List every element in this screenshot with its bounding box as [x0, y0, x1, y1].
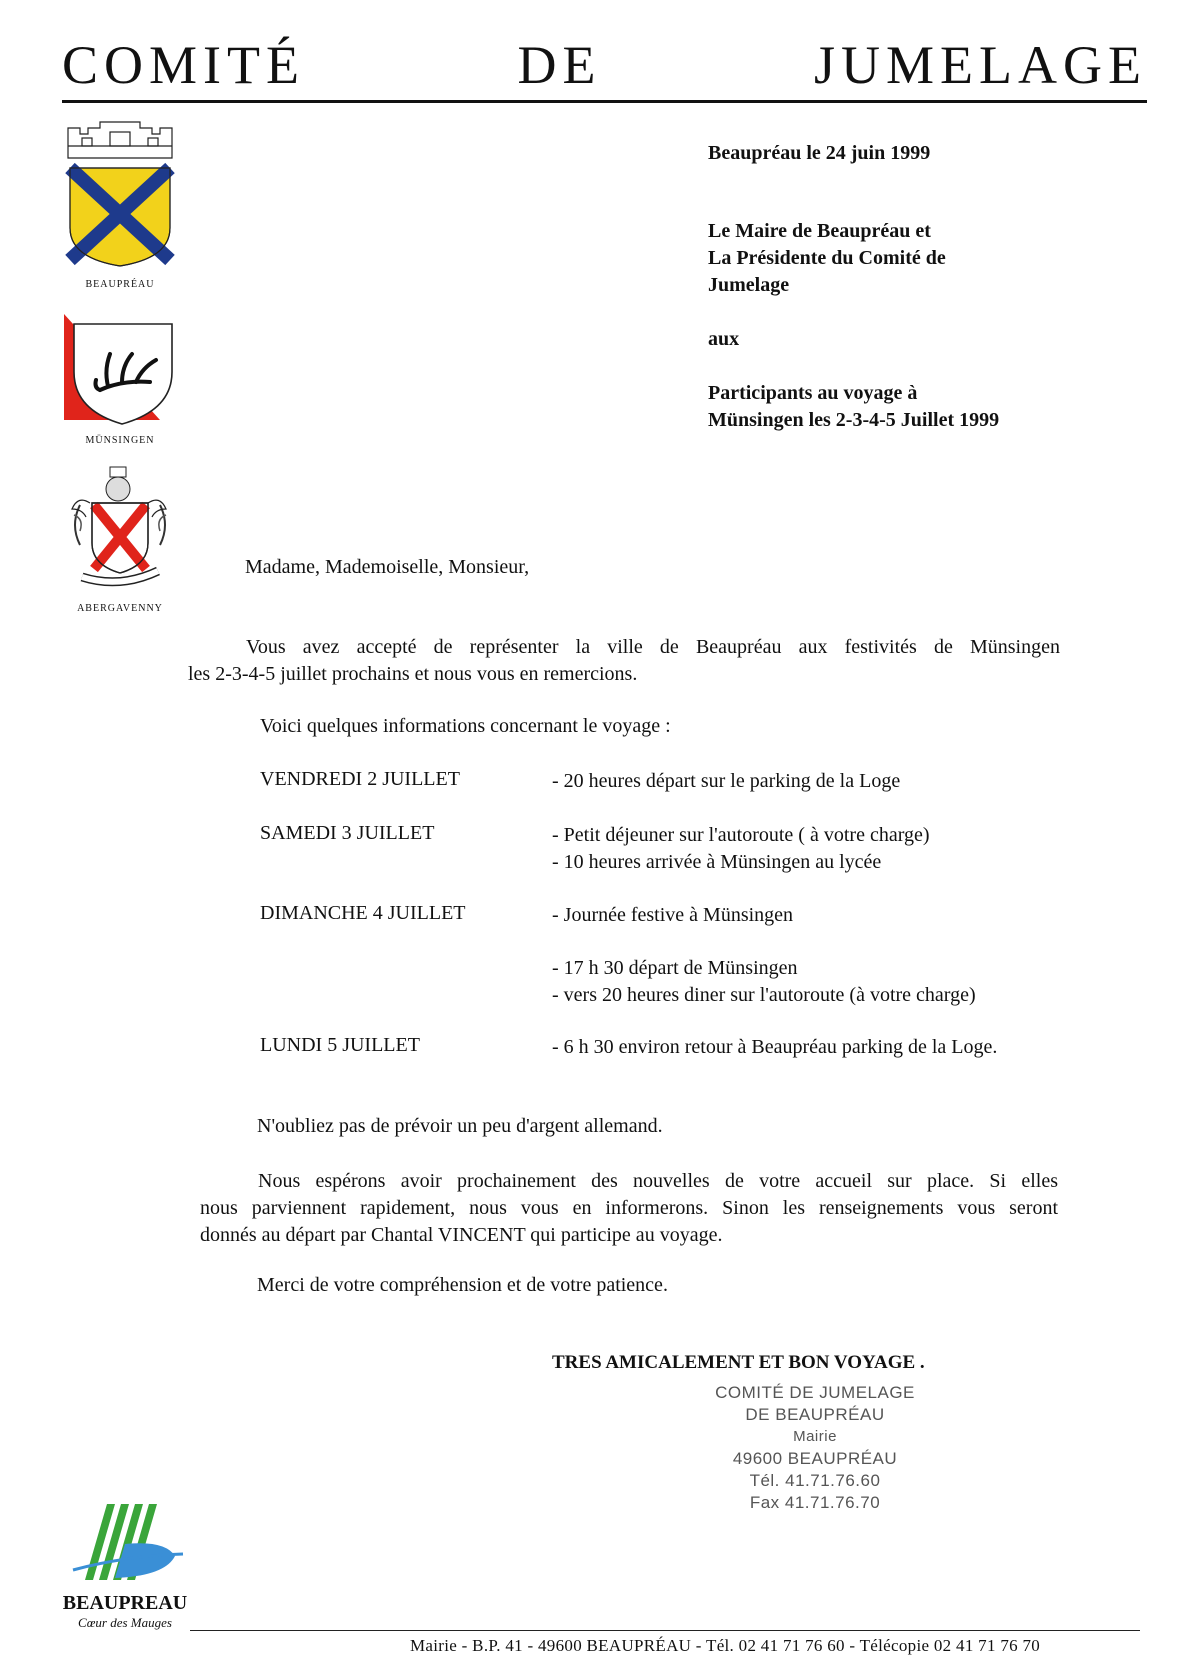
- crest-label-abergavenny: ABERGAVENNY: [77, 603, 163, 614]
- stamp-line: 49600 BEAUPRÉAU: [732, 1449, 898, 1468]
- stamp-line: Fax 41.71.76.70: [749, 1493, 881, 1512]
- stamp-line: Tél. 41.71.76.60: [749, 1471, 881, 1490]
- stamp-line: Mairie: [793, 1428, 837, 1445]
- munsingen-shield-icon: [60, 310, 180, 428]
- salutation: Madame, Mademoiselle, Monsieur,: [245, 556, 530, 578]
- schedule-day: VENDREDI 2 JUILLET: [260, 768, 460, 790]
- schedule-event: - 6 h 30 environ retour à Beaupréau parking de la Loge.: [552, 1036, 998, 1058]
- recipient-block: [708, 380, 999, 434]
- recipient-line: Münsingen les 2-3-4-5 Juillet 1999: [708, 409, 1000, 431]
- organization-stamp: [680, 1382, 950, 1514]
- news-paragraph: [200, 1168, 1058, 1249]
- schedule-events: [552, 768, 900, 795]
- footer-divider: [190, 1630, 1140, 1631]
- thanks-line: Merci de votre compréhension et de votre patience.: [257, 1274, 668, 1296]
- schedule-events: [552, 902, 793, 929]
- crest-label-munsingen: MÜNSINGEN: [85, 435, 155, 446]
- news-line: Nous espérons avoir prochainement des nouvelles de votre accueil sur place. Si elles: [258, 1170, 1058, 1192]
- header-divider: [62, 100, 1147, 103]
- schedule-day: DIMANCHE 4 JUILLET: [260, 902, 466, 924]
- schedule-day: LUNDI 5 JUILLET: [260, 1034, 420, 1056]
- letterhead-word-comite: COMITÉ: [62, 35, 305, 95]
- schedule-event: - vers 20 heures diner sur l'autoroute (à votre charge): [552, 984, 976, 1006]
- closing-line: TRES AMICALEMENT ET BON VOYAGE .: [552, 1352, 925, 1373]
- schedule-event: - 20 heures départ sur le parking de la Loge: [552, 770, 901, 792]
- sender-line: La Présidente du Comité de: [708, 247, 946, 269]
- sender-line: Jumelage: [708, 274, 790, 296]
- schedule-events: [552, 1034, 997, 1061]
- schedule-event: - Petit déjeuner sur l'autoroute ( à votre charge): [552, 824, 930, 846]
- munsingen-crest: [60, 310, 180, 450]
- letterhead-title: [62, 30, 1147, 100]
- logo-tagline: Cœur des Mauges: [78, 1615, 172, 1630]
- crest-label-beaupreau: BEAUPRÉAU: [85, 279, 155, 290]
- schedule-events: [552, 822, 930, 876]
- logo-name: BEAUPREAU: [62, 1592, 188, 1614]
- news-line: donnés au départ par Chantal VINCENT qui participe au voyage.: [200, 1224, 723, 1246]
- abergavenny-arms-icon: [60, 465, 180, 590]
- stamp-line: DE BEAUPRÉAU: [745, 1405, 885, 1424]
- beaupreau-shield-icon: [60, 118, 180, 268]
- recipient-line: Participants au voyage à: [708, 382, 918, 404]
- schedule-day: SAMEDI 3 JUILLET: [260, 822, 435, 844]
- reminder-line: N'oubliez pas de prévoir un peu d'argent allemand.: [257, 1115, 663, 1137]
- letterhead-word-de: DE: [517, 35, 602, 95]
- beaupreau-crest: [60, 118, 180, 288]
- beaupreau-logo: [55, 1500, 205, 1630]
- date-line: Beaupréau le 24 juin 1999: [708, 142, 931, 164]
- news-line: nous parviennent rapidement, nous vous en informerons. Sinon les renseignements vous seront: [200, 1197, 1058, 1219]
- letterhead-word-jumelage: JUMELAGE: [814, 35, 1147, 95]
- to-word: aux: [708, 328, 740, 350]
- abergavenny-crest: [60, 465, 180, 615]
- sender-line: Le Maire de Beaupréau et: [708, 220, 931, 242]
- schedule-event: - Journée festive à Münsingen: [552, 904, 794, 926]
- beaupreau-logo-icon: [55, 1500, 195, 1585]
- sender-block: [708, 218, 946, 299]
- intro-line: les 2-3-4-5 juillet prochains et nous vous en remercions.: [188, 663, 638, 685]
- footer-address: Mairie - B.P. 41 - 49600 BEAUPRÉAU - Tél. 02 41 71 76 60 - Télécopie 02 41 71 76 70: [410, 1636, 1041, 1655]
- intro-paragraph: [188, 634, 1060, 688]
- schedule-event: - 17 h 30 départ de Münsingen: [552, 957, 798, 979]
- info-line: Voici quelques informations concernant le voyage :: [260, 715, 671, 737]
- schedule-event: - 10 heures arrivée à Münsingen au lycée: [552, 851, 882, 873]
- stamp-line: COMITÉ DE JUMELAGE: [715, 1383, 915, 1402]
- intro-line: Vous avez accepté de représenter la ville de Beaupréau aux festivités de Münsingen: [246, 636, 1060, 658]
- schedule-events: [552, 955, 976, 1009]
